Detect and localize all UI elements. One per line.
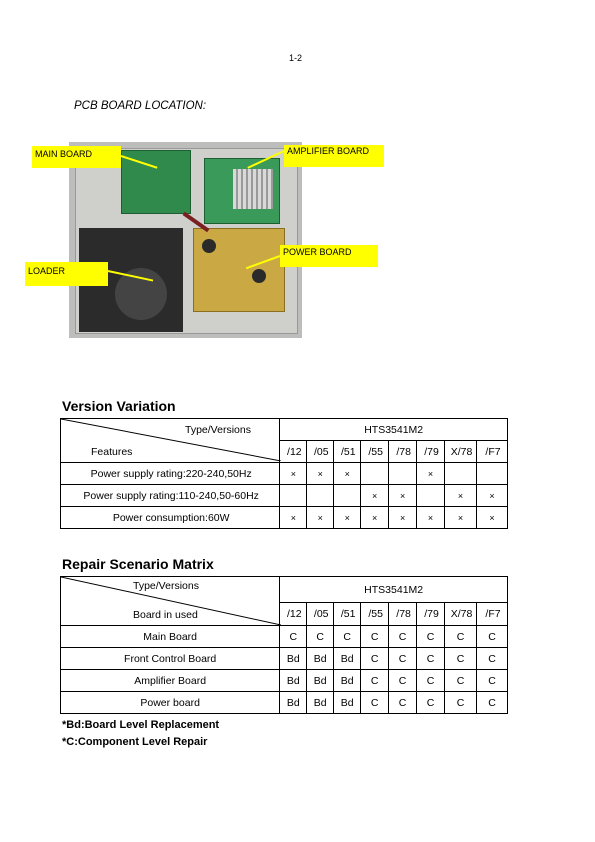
table-row bbox=[61, 648, 508, 670]
repair-level-cell: Bd bbox=[307, 670, 334, 692]
mark-cell: × bbox=[445, 485, 477, 507]
mark-cell bbox=[389, 463, 417, 485]
version-header-7: /F7 bbox=[476, 441, 507, 463]
repair-level-cell: C bbox=[445, 648, 477, 670]
power-board-shape bbox=[193, 228, 285, 312]
feature-cell: Power supply rating:110-240,50-60Hz bbox=[61, 485, 280, 507]
version-variation-title: Version Variation bbox=[62, 398, 176, 414]
main-board-label: MAIN BOARD bbox=[32, 146, 121, 168]
note-c: *C:Component Level Repair bbox=[62, 736, 208, 748]
version-header-5: /79 bbox=[417, 441, 445, 463]
mark-cell: × bbox=[445, 507, 477, 529]
header-board-in-used: Board in used bbox=[133, 609, 198, 621]
mark-cell: × bbox=[280, 463, 307, 485]
version-header-1: /05 bbox=[307, 603, 334, 626]
version-variation-table bbox=[60, 418, 508, 529]
capacitor bbox=[202, 239, 216, 253]
model-header: HTS3541M2 bbox=[280, 577, 508, 603]
table-row bbox=[61, 507, 508, 529]
table-row bbox=[61, 626, 508, 648]
repair-level-cell: C bbox=[389, 648, 417, 670]
mark-cell bbox=[476, 463, 507, 485]
repair-level-cell: C bbox=[280, 626, 307, 648]
repair-level-cell: C bbox=[476, 626, 507, 648]
repair-level-cell: C bbox=[417, 648, 445, 670]
version-header-cell bbox=[61, 419, 280, 463]
version-header-4: /78 bbox=[389, 441, 417, 463]
repair-level-cell: C bbox=[389, 670, 417, 692]
version-header-2: /51 bbox=[334, 603, 361, 626]
repair-level-cell: C bbox=[361, 692, 389, 714]
repair-level-cell: C bbox=[361, 648, 389, 670]
mark-cell bbox=[445, 463, 477, 485]
repair-level-cell: Bd bbox=[307, 692, 334, 714]
version-header-0: /12 bbox=[280, 603, 307, 626]
mark-cell bbox=[417, 485, 445, 507]
amplifier-board-shape bbox=[204, 158, 280, 224]
loader-label: LOADER bbox=[25, 262, 108, 286]
repair-level-cell: C bbox=[445, 692, 477, 714]
table-row bbox=[61, 692, 508, 714]
version-header-5: /79 bbox=[417, 603, 445, 626]
version-header-6: X/78 bbox=[445, 603, 477, 626]
mark-cell: × bbox=[334, 507, 361, 529]
mark-cell: × bbox=[389, 485, 417, 507]
repair-level-cell: C bbox=[361, 670, 389, 692]
repair-level-cell: Bd bbox=[334, 670, 361, 692]
repair-level-cell: Bd bbox=[280, 670, 307, 692]
notes bbox=[62, 717, 219, 751]
header-type-versions: Type/Versions bbox=[185, 424, 251, 436]
version-header-0: /12 bbox=[280, 441, 307, 463]
repair-level-cell: C bbox=[334, 626, 361, 648]
repair-level-cell: C bbox=[361, 626, 389, 648]
amplifier-board-label: AMPLIFIER BOARD bbox=[284, 145, 384, 167]
repair-level-cell: C bbox=[476, 670, 507, 692]
repair-level-cell: C bbox=[389, 692, 417, 714]
repair-level-cell: C bbox=[445, 670, 477, 692]
table-row bbox=[61, 463, 508, 485]
repair-level-cell: C bbox=[445, 626, 477, 648]
mark-cell: × bbox=[280, 507, 307, 529]
repair-level-cell: C bbox=[476, 692, 507, 714]
board-cell: Main Board bbox=[61, 626, 280, 648]
mark-cell bbox=[307, 485, 334, 507]
model-header: HTS3541M2 bbox=[280, 419, 508, 441]
repair-level-cell: C bbox=[389, 626, 417, 648]
repair-level-cell: Bd bbox=[334, 648, 361, 670]
table-row bbox=[61, 485, 508, 507]
mark-cell: × bbox=[307, 507, 334, 529]
repair-level-cell: C bbox=[417, 692, 445, 714]
repair-level-cell: Bd bbox=[334, 692, 361, 714]
repair-level-cell: C bbox=[417, 670, 445, 692]
mark-cell: × bbox=[334, 463, 361, 485]
disc bbox=[115, 268, 167, 320]
mark-cell: × bbox=[417, 507, 445, 529]
pcb-location-heading: PCB BOARD LOCATION: bbox=[74, 100, 207, 112]
mark-cell: × bbox=[417, 463, 445, 485]
heatsink bbox=[233, 169, 273, 209]
repair-level-cell: C bbox=[307, 626, 334, 648]
version-header-4: /78 bbox=[389, 603, 417, 626]
repair-matrix-table bbox=[60, 576, 508, 714]
mark-cell: × bbox=[476, 507, 507, 529]
repair-level-cell: Bd bbox=[307, 648, 334, 670]
mark-cell bbox=[334, 485, 361, 507]
repair-level-cell: C bbox=[417, 626, 445, 648]
capacitor bbox=[252, 269, 266, 283]
mark-cell: × bbox=[389, 507, 417, 529]
header-type-versions: Type/Versions bbox=[133, 580, 199, 592]
feature-cell: Power supply rating:220-240,50Hz bbox=[61, 463, 280, 485]
version-header-3: /55 bbox=[361, 603, 389, 626]
repair-level-cell: Bd bbox=[280, 648, 307, 670]
repair-header-cell bbox=[61, 577, 280, 626]
repair-level-cell: Bd bbox=[280, 692, 307, 714]
note-bd: *Bd:Board Level Replacement bbox=[62, 719, 220, 731]
repair-level-cell: C bbox=[476, 648, 507, 670]
board-cell: Power board bbox=[61, 692, 280, 714]
mark-cell bbox=[280, 485, 307, 507]
mark-cell: × bbox=[476, 485, 507, 507]
version-header-2: /51 bbox=[334, 441, 361, 463]
header-features: Features bbox=[91, 446, 133, 458]
feature-cell: Power consumption:60W bbox=[61, 507, 280, 529]
board-cell: Amplifier Board bbox=[61, 670, 280, 692]
repair-matrix-title: Repair Scenario Matrix bbox=[62, 556, 214, 572]
table-row bbox=[61, 670, 508, 692]
power-board-label: POWER BOARD bbox=[280, 245, 378, 267]
mark-cell: × bbox=[361, 485, 389, 507]
pcb-photo bbox=[69, 142, 302, 338]
version-header-6: X/78 bbox=[445, 441, 477, 463]
mark-cell: × bbox=[361, 507, 389, 529]
version-header-1: /05 bbox=[307, 441, 334, 463]
version-header-3: /55 bbox=[361, 441, 389, 463]
mark-cell: × bbox=[307, 463, 334, 485]
board-cell: Front Control Board bbox=[61, 648, 280, 670]
version-header-7: /F7 bbox=[476, 603, 507, 626]
mark-cell bbox=[361, 463, 389, 485]
page-number: 1-2 bbox=[289, 53, 303, 63]
